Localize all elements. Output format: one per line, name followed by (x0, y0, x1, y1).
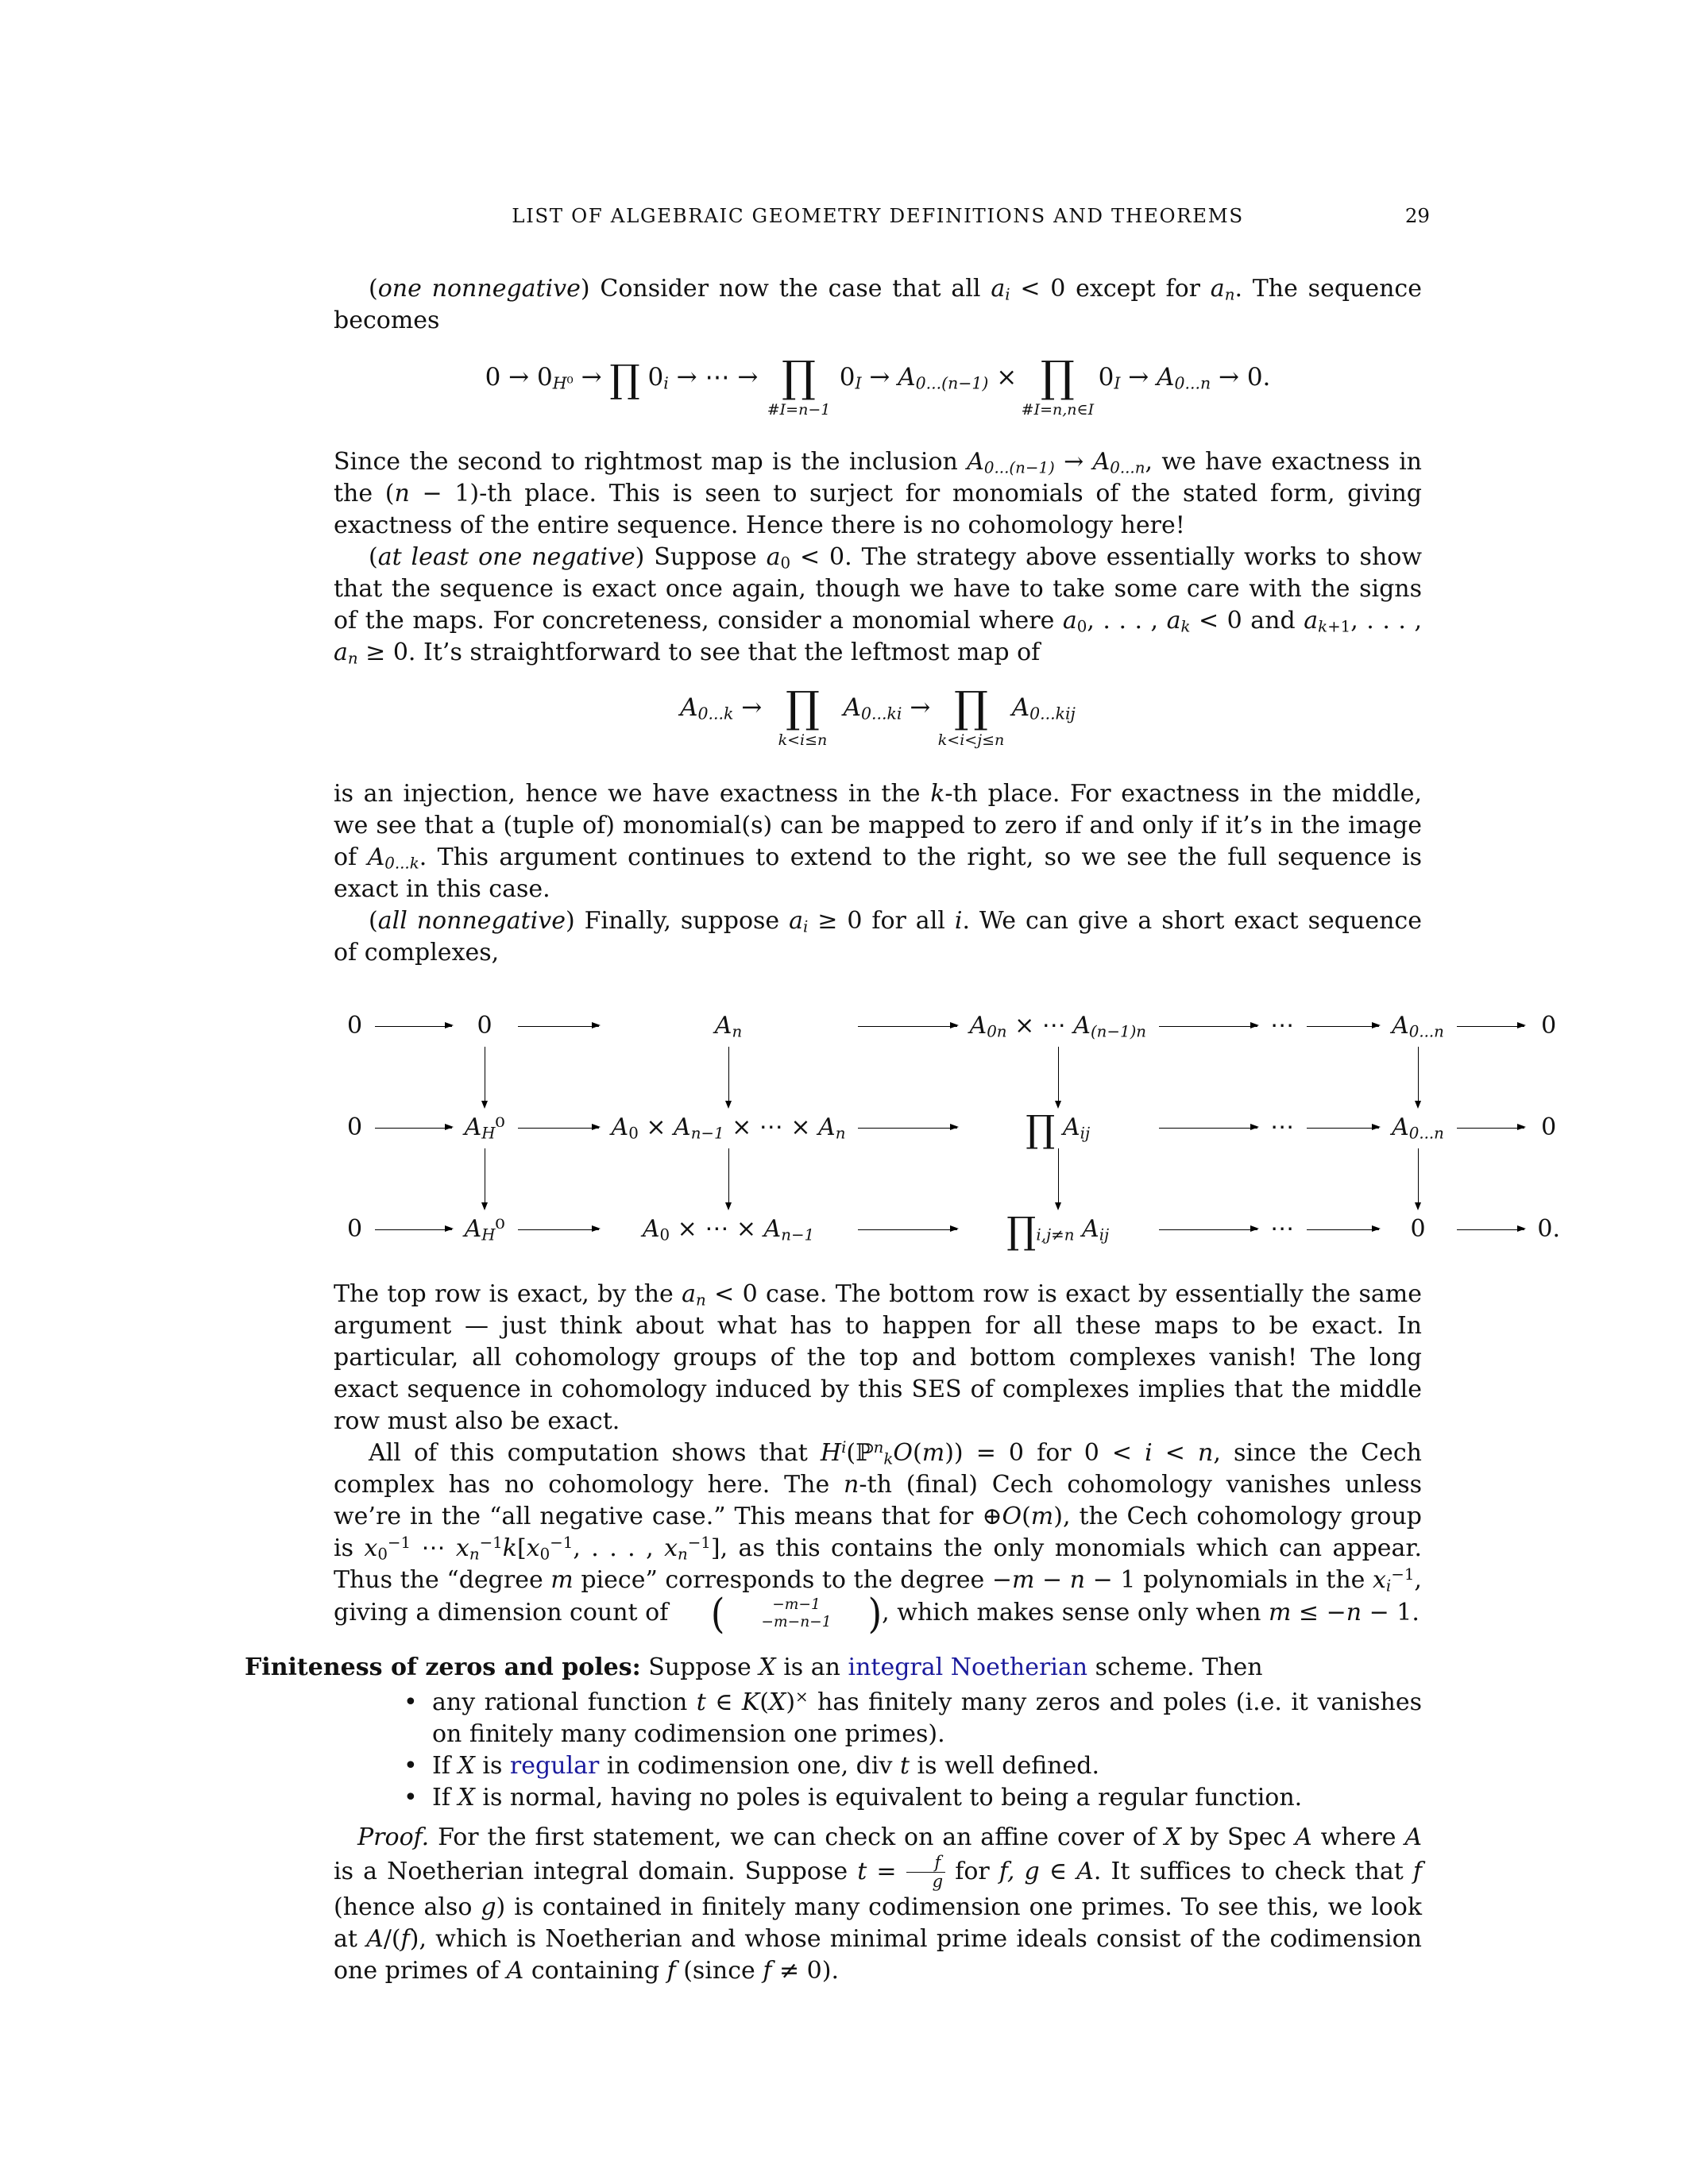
diagram-node: $A_0$ × ⋯ × $A_{n-1}$ (642, 1215, 815, 1244)
finiteness-section-heading (245, 1652, 1422, 1684)
paragraph-injection: is an injection, hence we have exactness in the k-th place. For exactness in the middle, we see that a (tuple of) monomial(s) can be mapped to zero if and only if it’s in the image of $A_{0...k}$. This argument continues to extend to the right, so we see the full sequence is exact in this case. (334, 780, 1423, 903)
page-number: 29 (1404, 204, 1430, 227)
diagram-node: 0 (1410, 1215, 1426, 1243)
diagram-spacer (458, 1144, 512, 1214)
right-arrow (1159, 1026, 1257, 1027)
paragraph-at-least-one-negative: (at least one negative) Suppose $a_0 < 0$. The strategy above essentially works to show that the sequence is exact once again, though we have to take some care with the signs of the maps. For concreteness, consider a monomial where $a_0$, . . . , $a_k < 0$ and $a_{k+1}$, . . . , $a_n \ge 0$. It’s straightforward to see that the leftmost map of (334, 543, 1423, 668)
right-arrow (1307, 1128, 1379, 1129)
down-arrow (1058, 1148, 1059, 1209)
diagram-node: $A_n$ (714, 1012, 743, 1041)
right-arrow (1159, 1128, 1257, 1129)
diagram-spacer (458, 1042, 512, 1112)
list-item: • If X is regular in codimension one, div t is well defined. (404, 1750, 1422, 1782)
diagram-node: $A_H^0$ (464, 1113, 505, 1143)
diagram-node: ⋯ (1270, 1012, 1295, 1040)
product-with-limit (1021, 352, 1095, 419)
diagram-spacer (1301, 1042, 1385, 1112)
diagram-spacer (1263, 1042, 1301, 1112)
right-arrow (858, 1229, 956, 1230)
equation-segment: $0_I \to A_{0...(n-1)}$ × (824, 363, 1033, 393)
display-equation-injection (334, 682, 1422, 749)
right-arrow (375, 1128, 451, 1129)
section-label: Finiteness of zeros and poles: (245, 1653, 641, 1681)
diagram-spacer (340, 1144, 369, 1214)
binomial-coefficient: ( −m−1 −m−n−1 ) (710, 1588, 883, 1638)
equation-segment: $0 \to 0_{H^0}$ → ∏ $0_i$ → ⋯ → (485, 357, 774, 402)
right-arrow (518, 1128, 599, 1129)
link[interactable]: regular (509, 1751, 600, 1780)
diagram-spacer (852, 1144, 962, 1214)
equation-segment: $0_I \to A_{0...n} \to 0$. (1082, 363, 1271, 393)
right-arrow (858, 1026, 956, 1027)
diagram-spacer (1385, 1144, 1451, 1214)
product-symbol: ∏ (785, 682, 820, 732)
down-arrow (1418, 1148, 1419, 1209)
diagram-node: $A_H^0$ (464, 1215, 505, 1244)
diagram-spacer (963, 1042, 1154, 1112)
product-symbol: ∏ (1040, 352, 1075, 402)
diagram-node: $\prod_{i,j\ne n}$ $A_{ij}$ (1006, 1209, 1110, 1252)
right-arrow (1307, 1026, 1379, 1027)
product-limit: #I=n−1 (767, 401, 831, 419)
paragraph-one-nonnegative: (one nonnegative) Consider now the case that all $a_i < 0$ except for $a_n$. The sequence becomes (334, 275, 1422, 334)
diagram-spacer (369, 1144, 457, 1214)
diagram-spacer (1451, 1144, 1530, 1214)
list-item: • any rational function t ∈ K(X)× has finitely many zeros and poles (i.e. it vanishes on finitely many codimension one primes). (404, 1687, 1422, 1750)
diagram-node: $A_0 \times A_{n-1}$ × ⋯ × $A_n$ (611, 1113, 846, 1143)
equation-segment: $A_{0...kij}$ (1011, 693, 1076, 723)
diagram-node: 0 (347, 1012, 363, 1040)
down-arrow (1418, 1047, 1419, 1107)
diagram-spacer (1153, 1144, 1263, 1214)
diagram-node: $A_{0n}$ × ⋯ $A_{(n-1)n}$ (969, 1012, 1147, 1041)
down-arrow (1058, 1047, 1059, 1107)
diagram-spacer (1301, 1144, 1385, 1214)
paragraph-rows-exact: The top row is exact, by the $a_n < 0$ case. The bottom row is exact by essentially the same argument — just think about what has to happen for all these maps to be exact. In particular, all cohomology groups of the top and bottom complexes vanish! The long exact sequence in cohomology induced by this SES of complexes implies that the middle row must also be exact. (334, 1280, 1422, 1435)
diagram-spacer (1530, 1144, 1567, 1214)
down-arrow (728, 1148, 729, 1209)
paragraph-computation-summary: All of this computation shows that $H^i(ℙ^n_kO(m)) = 0$ for 0 < i < n, since the Cech complex has no cohomology here. The n-th (final) Cech cohomology vanishes unless we’re in the “all negative case.” This means that for ⊕O(m), the Cech cohomology group is $x_0^{-1}$ ⋯ $x_n^{-1}k[x_0^{-1}$, . . . , $x_n^{-1}$], as this contains the only monomials which can appear. Thus the “degree m piece” corresponds to the degree −m − n − 1 polynomials in the $x_i^{-1}$, giving a dimension count of ( −m−1 −m−n−1 ) , which makes sense only when m ≤ −n − 1. (334, 1438, 1423, 1638)
equation-segment: $A_{0...k}$ → (680, 693, 778, 723)
diagram-spacer (1530, 1042, 1567, 1112)
right-arrow (518, 1026, 599, 1027)
proof-paragraph: Proof. For the first statement, we can check on an affine cover of X by Spec A where A is a Noetherian integral domain. Suppose t = $\frac{f}{g}$ for f, g ∈ A. It suffices to check that f (hence also g) is contained in finitely many codimension one primes. To see this, we look at A/(f), which is Noetherian and whose minimal prime ideals consist of the codimension one primes of A containing f (since f ≠ 0). (334, 1823, 1423, 1985)
diagram-spacer (369, 1042, 457, 1112)
product-limit: k<i<j≤n (937, 731, 1005, 749)
diagram-spacer (340, 1042, 369, 1112)
right-arrow (1457, 1128, 1524, 1129)
commutative-diagram (340, 1010, 1567, 1252)
product-limit: k<i≤n (778, 731, 828, 749)
fraction: $\frac{f}{g}$ (906, 1854, 945, 1892)
right-arrow (1307, 1229, 1379, 1230)
product-limit: #I=n,n∈I (1021, 401, 1095, 419)
running-header (334, 200, 1430, 232)
down-arrow (728, 1047, 729, 1107)
diagram-node: 0. (1537, 1215, 1560, 1243)
diagram-spacer (1263, 1144, 1301, 1214)
equation-segment: $A_{0...ki}$ → (843, 693, 947, 723)
right-arrow (375, 1229, 451, 1230)
diagram-spacer (1451, 1042, 1530, 1112)
list-item: • If X is normal, having no poles is equivalent to being a regular function. (404, 1782, 1422, 1814)
display-equation-cech-sequence (334, 352, 1422, 419)
product-symbol: ∏ (782, 352, 817, 402)
right-arrow (375, 1026, 451, 1027)
link[interactable]: integral Noetherian (848, 1653, 1088, 1681)
diagram-spacer (963, 1144, 1154, 1214)
section-intro: Suppose X is an integral Noetherian scheme. Then (640, 1653, 1263, 1681)
bullet-list (334, 1687, 1422, 1814)
diagram-node: 0 (347, 1113, 363, 1141)
product-with-limit (767, 352, 831, 419)
diagram-node: ∏ $A_{ij}$ (1026, 1107, 1091, 1151)
right-arrow (858, 1128, 956, 1129)
diagram-node: 0 (477, 1012, 492, 1040)
diagram-spacer (512, 1144, 605, 1214)
product-with-limit (778, 682, 828, 749)
right-arrow (518, 1229, 599, 1230)
diagram-node: 0 (1541, 1113, 1557, 1141)
diagram-spacer (852, 1042, 962, 1112)
product-symbol: ∏ (954, 682, 988, 732)
diagram-spacer (1385, 1042, 1451, 1112)
diagram-node: $A_{0...n}$ (1392, 1113, 1444, 1143)
diagram-node: $A_{0...n}$ (1392, 1012, 1444, 1041)
diagram-spacer (512, 1042, 605, 1112)
diagram-spacer (605, 1042, 853, 1112)
product-with-limit (937, 682, 1005, 749)
right-arrow (1457, 1229, 1524, 1230)
header-title: LIST OF ALGEBRAIC GEOMETRY DEFINITIONS AND THEOREMS (512, 204, 1244, 227)
paragraph-all-nonnegative: (all nonnegative) Finally, suppose $a_i \ge 0$ for all i. We can give a short exact sequence of complexes, (334, 907, 1422, 967)
text-column (245, 200, 1560, 1987)
paragraph-exactness: Since the second to rightmost map is the inclusion $A_{0...(n-1)} \to A_{0...n}$, we have exactness in the (n − 1)-th place. This is seen to surject for monomials of the stated form, giving exactness of the entire sequence. Hence there is no cohomology here! (334, 448, 1423, 539)
diagram-node: 0 (1541, 1012, 1557, 1040)
right-arrow (1159, 1229, 1257, 1230)
diagram-spacer (1153, 1042, 1263, 1112)
diagram-node: 0 (347, 1215, 363, 1243)
diagram-spacer (605, 1144, 853, 1214)
diagram-node: ⋯ (1270, 1215, 1295, 1243)
right-arrow (1457, 1026, 1524, 1027)
diagram-node: ⋯ (1270, 1113, 1295, 1141)
